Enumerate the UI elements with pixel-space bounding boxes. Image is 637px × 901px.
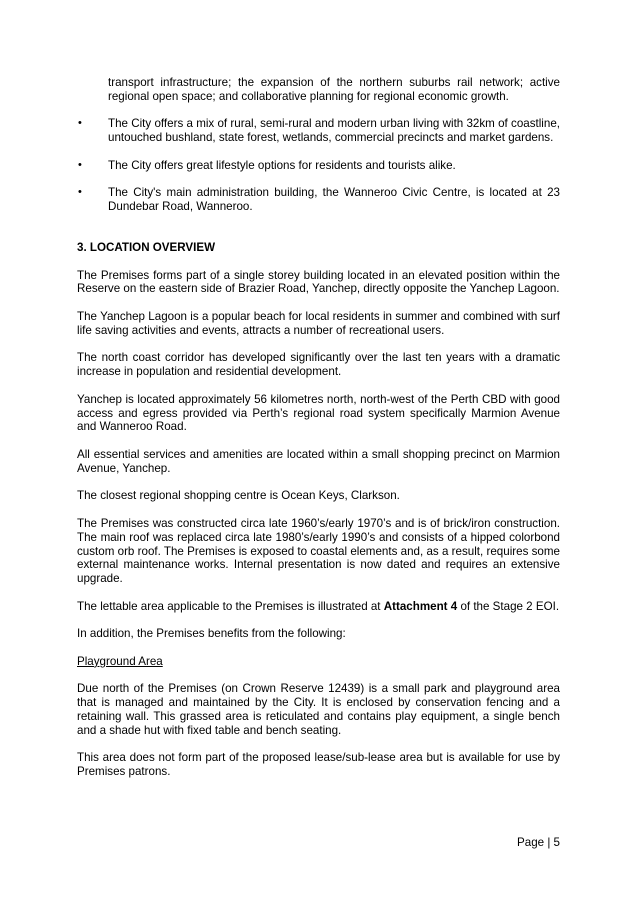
paragraph: The north coast corridor has developed significantly over the last ten years with a dramatic increase in population and residential development.	[77, 351, 560, 379]
lettable-text-after: of the Stage 2 EOI.	[457, 599, 560, 613]
paragraph: Yanchep is located approximately 56 kilometres north, north-west of the Perth CBD with good access and egress provided via Perth’s regional road system specifically Marmion Avenue and Wanneroo Road.	[77, 392, 560, 434]
bullet-icon: •	[78, 158, 82, 171]
bullet-text: The City offers great lifestyle options for residents and tourists alike.	[108, 158, 456, 172]
continued-bullet-text: transport infrastructure; the expansion of the northern suburbs rail network; active regional open space; and collaborative planning for regional economic growth.	[108, 76, 560, 103]
bullet-text: The City's main administration building, the Wanneroo Civic Centre, is located at 23 Dundebar Road, Wanneroo.	[108, 186, 560, 214]
page-number: Page | 5	[517, 836, 560, 849]
paragraph: The closest regional shopping centre is Ocean Keys, Clarkson.	[77, 489, 400, 503]
bullet-list	[77, 117, 560, 214]
bullet-text: The City offers a mix of rural, semi-rural and modern urban living with 32km of coastline, untouched bushland, state forest, wetlands, commercial precincts and market gardens.	[108, 117, 560, 145]
section-heading: 3. LOCATION OVERVIEW	[77, 240, 216, 254]
paragraph: All essential services and amenities are located within a small shopping precinct on Marmion Avenue, Yanchep.	[77, 447, 560, 475]
bullet-icon: •	[78, 117, 82, 130]
paragraph: The Yanchep Lagoon is a popular beach for local residents in summer and combined with surf life saving activities and events, attracts a number of recreational users.	[77, 309, 560, 337]
paragraph: The Premises was constructed circa late 1960’s/early 1970’s and is of brick/iron construction. The main roof was replaced circa late 1980’s/early 1990’s and consists of a hipped colorbond custom orb roof. The Premises is exposed to coastal elements and, as a result, requires some external maintenance works. Internal presentation is now dated and requires an extensive upgrade.	[77, 516, 560, 586]
bullet-item	[77, 117, 560, 145]
attachment-reference: Attachment 4	[383, 599, 458, 613]
page-content	[77, 76, 560, 793]
bullet-item	[77, 186, 560, 214]
subheading: Playground Area	[77, 654, 163, 668]
paragraph: The Premises forms part of a single storey building located in an elevated position within the Reserve on the eastern side of Brazier Road, Yanchep, directly opposite the Yanchep Lagoon.	[77, 268, 560, 296]
bullet-item	[77, 159, 560, 173]
paragraph: Due north of the Premises (on Crown Reserve 12439) is a small park and playground area that is managed and maintained by the City. It is enclosed by conservation fencing and a retaining wall. This grassed area is reticulated and contains play equipment, a single bench and a shade hut with fixed table and bench seating.	[77, 682, 560, 737]
lettable-paragraph	[77, 600, 560, 614]
lettable-text-before: The lettable area applicable to the Premises is illustrated at	[77, 599, 384, 613]
bullet-icon: •	[78, 186, 82, 199]
paragraph: This area does not form part of the proposed lease/sub-lease area but is available for use by Premises patrons.	[77, 751, 560, 779]
addition-paragraph: In addition, the Premises benefits from the following:	[77, 627, 346, 641]
